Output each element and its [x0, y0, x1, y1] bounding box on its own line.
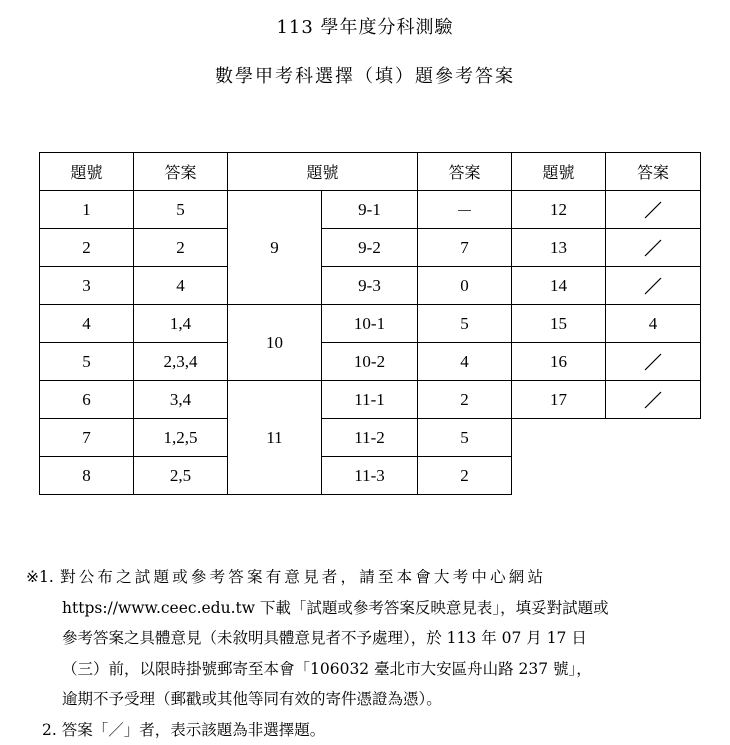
- answer-value: 4: [606, 305, 701, 343]
- sub-question-number: 9-3: [322, 267, 418, 305]
- header-answer: 答案: [606, 153, 701, 191]
- note-1: [26, 562, 716, 593]
- answer-value: 4: [134, 267, 228, 305]
- slash-icon: [643, 200, 663, 220]
- answer-value: 3,4: [134, 381, 228, 419]
- note-1-line-4: （三）前，以限時掛號郵寄至本會「106032 臺北市大安區舟山路 237 號」，: [26, 654, 716, 685]
- answer-value: 5: [134, 191, 228, 229]
- question-group: 10: [228, 305, 322, 381]
- answer-value: 5: [418, 305, 512, 343]
- answer-value: 1,4: [134, 305, 228, 343]
- question-number: 4: [40, 305, 134, 343]
- empty-cell: [606, 457, 701, 495]
- slash-icon: [643, 352, 663, 372]
- answer-value: 4: [418, 343, 512, 381]
- sub-question-number: 11-1: [322, 381, 418, 419]
- table-row: [40, 191, 701, 229]
- non-choice-slash: [606, 267, 701, 305]
- question-group: 9: [228, 191, 322, 305]
- question-number: 7: [40, 419, 134, 457]
- question-number: 12: [512, 191, 606, 229]
- slash-icon: [643, 390, 663, 410]
- note-1-line-3: 參考答案之具體意見（未敘明具體意見者不予處理），於 113 年 07 月 17 日: [26, 623, 716, 654]
- table-header-row: [40, 153, 701, 191]
- non-choice-slash: [606, 229, 701, 267]
- sub-question-number: 11-3: [322, 457, 418, 495]
- answer-value: 2,5: [134, 457, 228, 495]
- table-row: [40, 343, 701, 381]
- non-choice-slash: [606, 343, 701, 381]
- answer-value: 0: [418, 267, 512, 305]
- sub-question-number: 9-1: [322, 191, 418, 229]
- exam-title: 113 學年度分科測驗: [0, 13, 730, 39]
- note-text: 對公布之試題或參考答案有意見者，請至本會大考中心網站: [60, 568, 546, 586]
- slash-icon: [643, 276, 663, 296]
- table-row: [40, 419, 701, 457]
- header-question: 題號: [40, 153, 134, 191]
- answer-value: 5: [418, 419, 512, 457]
- question-number: 3: [40, 267, 134, 305]
- answer-value: 2,3,4: [134, 343, 228, 381]
- non-choice-slash: [606, 381, 701, 419]
- sub-question-number: 11-2: [322, 419, 418, 457]
- answer-table: [39, 152, 701, 495]
- note-marker: ※1.: [26, 562, 60, 593]
- question-group: 11: [228, 381, 322, 495]
- sub-question-number: 10-2: [322, 343, 418, 381]
- question-number: 8: [40, 457, 134, 495]
- question-number: 15: [512, 305, 606, 343]
- note-2: 2. 答案「／」者，表示該題為非選擇題。: [26, 715, 716, 745]
- table-row: [40, 457, 701, 495]
- answer-value: 2: [418, 457, 512, 495]
- header-answer: 答案: [418, 153, 512, 191]
- table-row: [40, 267, 701, 305]
- answer-key-title: 數學甲考科選擇（填）題參考答案: [0, 62, 730, 88]
- empty-cell: [606, 419, 701, 457]
- sub-question-number: 10-1: [322, 305, 418, 343]
- question-number: 5: [40, 343, 134, 381]
- non-choice-slash: [606, 191, 701, 229]
- question-number: 17: [512, 381, 606, 419]
- question-number: 14: [512, 267, 606, 305]
- note-1-line-5: 逾期不予受理（郵戳或其他等同有效的寄件憑證為憑）。: [26, 684, 716, 715]
- table-row: [40, 305, 701, 343]
- notes-section: [26, 562, 716, 745]
- question-number: 6: [40, 381, 134, 419]
- header-question: 題號: [228, 153, 418, 191]
- empty-cell: [512, 457, 606, 495]
- question-number: 16: [512, 343, 606, 381]
- answer-value: －: [418, 191, 512, 229]
- question-number: 2: [40, 229, 134, 267]
- answer-value: 2: [418, 381, 512, 419]
- answer-value: 7: [418, 229, 512, 267]
- question-number: 1: [40, 191, 134, 229]
- header-question: 題號: [512, 153, 606, 191]
- header-answer: 答案: [134, 153, 228, 191]
- sub-question-number: 9-2: [322, 229, 418, 267]
- question-number: 13: [512, 229, 606, 267]
- table-row: [40, 229, 701, 267]
- slash-icon: [643, 238, 663, 258]
- answer-value: 2: [134, 229, 228, 267]
- note-1-line-2: https://www.ceec.edu.tw 下載「試題或參考答案反映意見表」，填妥對試題或: [26, 593, 716, 624]
- empty-cell: [512, 419, 606, 457]
- table-row: [40, 381, 701, 419]
- answer-value: 1,2,5: [134, 419, 228, 457]
